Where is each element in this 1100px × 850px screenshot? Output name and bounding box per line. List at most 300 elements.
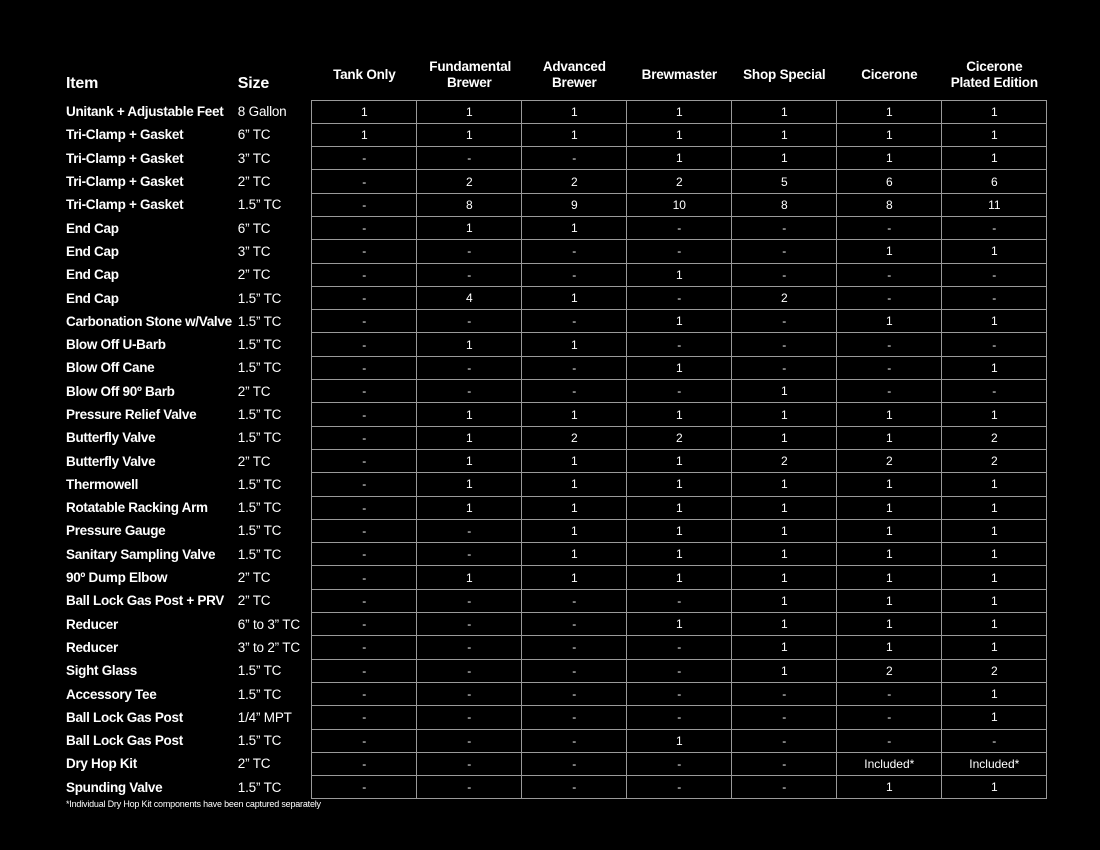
quantity-cell-advanced-brewer: 1 [522,333,627,356]
header-item: Item [66,75,99,92]
quantity-cell-advanced-brewer: 2 [522,426,627,449]
item-name-cell: Butterfly Valve [66,430,156,446]
item-name-cell: Pressure Gauge [66,523,166,539]
quantity-cell-fundamental-brewer: - [417,356,522,379]
quantity-cell-cicerone: 1 [837,613,942,636]
quantity-cell-brewmaster: 1 [627,403,732,426]
quantity-cell-shop-special: 1 [732,100,837,123]
item-size-cell: 6” TC [237,127,271,143]
table-row [60,123,1047,146]
quantity-cell-cicerone: 1 [837,496,942,519]
quantity-cell-fundamental-brewer: - [417,613,522,636]
header-cicerone-plated-edition-label: Cicerone Plated Edition [950,58,1038,90]
quantity-cell-cicerone: - [837,706,942,729]
quantity-cell-brewmaster: 1 [627,100,732,123]
quantity-cell-fundamental-brewer: 1 [417,496,522,519]
item-size-cell: 1.5” TC [237,290,282,306]
item-name-cell: Tri-Clamp + Gasket [66,150,184,166]
header-cicerone: Cicerone [861,66,918,82]
item-name-cell: Carbonation Stone w/Valve [66,313,232,329]
item-name-cell: Accessory Tee [66,686,157,702]
table-row [60,729,1047,752]
item-size-cell: 2” TC [237,383,271,399]
quantity-cell-cicerone: 1 [837,123,942,146]
item-name-cell: 90º Dump Elbow [66,570,168,586]
item-name-cell: Ball Lock Gas Post [66,709,183,725]
item-size-cell: 1.5” TC [237,733,282,749]
quantity-cell-brewmaster: 1 [627,496,732,519]
quantity-cell-cicerone-plated-edition: 1 [942,496,1047,519]
quantity-cell-brewmaster: 10 [627,193,732,216]
quantity-cell-cicerone-plated-edition: 1 [942,519,1047,542]
quantity-cell-advanced-brewer: 9 [522,193,627,216]
quantity-cell-cicerone-plated-edition: 2 [942,426,1047,449]
item-size-cell: 1.5” TC [237,546,282,562]
quantity-cell-cicerone: 1 [837,147,942,170]
quantity-cell-fundamental-brewer: - [417,659,522,682]
item-name-cell: End Cap [66,243,119,259]
quantity-cell-fundamental-brewer: - [417,380,522,403]
quantity-cell-brewmaster: 1 [627,263,732,286]
quantity-cell-advanced-brewer: - [522,729,627,752]
quantity-cell-tank-only: - [312,776,417,799]
quantity-cell-tank-only: - [312,752,417,775]
quantity-cell-cicerone-plated-edition: 1 [942,100,1047,123]
quantity-cell-brewmaster: 1 [627,123,732,146]
quantity-cell-shop-special: - [732,216,837,239]
quantity-cell-shop-special: - [732,776,837,799]
quantity-cell-brewmaster: 1 [627,543,732,566]
item-size-cell: 1.5” TC [237,407,282,422]
quantity-cell-cicerone: - [837,380,942,403]
quantity-cell-shop-special: 1 [732,636,837,659]
quantity-cell-tank-only: - [312,310,417,333]
quantity-cell-cicerone: 1 [837,310,942,333]
quantity-cell-cicerone-plated-edition: - [942,333,1047,356]
quantity-cell-fundamental-brewer: - [417,263,522,286]
item-name-cell: Pressure Relief Valve [66,407,197,422]
quantity-cell-shop-special: - [732,263,837,286]
table-row [60,170,1047,193]
quantity-cell-shop-special: 1 [732,613,837,636]
quantity-cell-advanced-brewer: 1 [522,566,627,589]
quantity-cell-shop-special: - [732,333,837,356]
item-name-cell: Thermowell [66,476,139,492]
quantity-cell-advanced-brewer: - [522,380,627,403]
quantity-cell-tank-only: - [312,426,417,449]
quantity-cell-brewmaster: - [627,333,732,356]
quantity-cell-fundamental-brewer: 1 [417,123,522,146]
item-size-cell: 2” TC [237,756,271,772]
item-size-cell: 3” TC [237,150,271,166]
quantity-cell-cicerone-plated-edition: 1 [942,123,1047,146]
quantity-cell-cicerone-plated-edition: 1 [942,403,1047,426]
header-row [60,50,1047,100]
quantity-cell-fundamental-brewer: - [417,752,522,775]
quantity-cell-fundamental-brewer: 1 [417,216,522,239]
item-size-cell: 1.5” TC [237,500,282,516]
quantity-cell-tank-only: - [312,682,417,705]
quantity-cell-advanced-brewer: 1 [522,519,627,542]
quantity-cell-cicerone-plated-edition: - [942,286,1047,309]
quantity-cell-shop-special: 1 [732,659,837,682]
quantity-cell-fundamental-brewer: - [417,729,522,752]
quantity-cell-cicerone-plated-edition: 2 [942,659,1047,682]
item-size-cell: 2” TC [237,593,271,609]
quantity-cell-cicerone: 2 [837,449,942,472]
item-size-cell: 1.5” TC [237,197,282,213]
quantity-cell-advanced-brewer: 1 [522,286,627,309]
quantity-cell-brewmaster: - [627,589,732,612]
quantity-cell-cicerone: 2 [837,659,942,682]
table-row [60,333,1047,356]
quantity-cell-cicerone-plated-edition: 1 [942,636,1047,659]
item-name-cell: Sanitary Sampling Valve [66,546,216,562]
item-name-cell: Reducer [66,639,118,655]
quantity-cell-shop-special: 1 [732,123,837,146]
item-size-cell: 1.5” TC [237,686,282,702]
item-name-cell: Unitank + Adjustable Feet [66,104,224,120]
quantity-cell-brewmaster: 1 [627,147,732,170]
quantity-cell-shop-special: 1 [732,589,837,612]
quantity-cell-tank-only: - [312,403,417,426]
item-size-cell: 1.5” TC [237,476,282,492]
table-row [60,286,1047,309]
header-tank-only: Tank Only [333,66,396,82]
item-size-cell: 1.5” TC [237,337,282,353]
quantity-cell-fundamental-brewer: 1 [417,333,522,356]
quantity-cell-fundamental-brewer: - [417,776,522,799]
table-row [60,589,1047,612]
quantity-cell-brewmaster: 1 [627,566,732,589]
quantity-cell-cicerone-plated-edition: 1 [942,543,1047,566]
header-advanced-brewer [522,50,627,100]
table-row [60,473,1047,496]
item-name-cell: Reducer [66,616,118,632]
quantity-cell-advanced-brewer: 2 [522,170,627,193]
quantity-cell-cicerone-plated-edition: 11 [942,193,1047,216]
quantity-cell-shop-special: 1 [732,496,837,519]
table-row [60,147,1047,170]
item-name-cell: End Cap [66,290,119,306]
quantity-cell-fundamental-brewer: - [417,543,522,566]
package-comparison-table [60,50,1047,799]
quantity-cell-cicerone-plated-edition: 1 [942,566,1047,589]
quantity-cell-cicerone-plated-edition: 1 [942,473,1047,496]
quantity-cell-cicerone-plated-edition: 1 [942,682,1047,705]
item-size-cell: 1/4” MPT [237,709,292,725]
quantity-cell-brewmaster: - [627,286,732,309]
item-name-cell: Blow Off Cane [66,360,155,376]
header-shop-special: Shop Special [743,66,826,82]
item-size-cell: 2” TC [237,570,271,586]
quantity-cell-tank-only: - [312,216,417,239]
table-row [60,636,1047,659]
quantity-cell-fundamental-brewer: 2 [417,170,522,193]
item-name-cell: Dry Hop Kit [66,756,137,772]
table-row [60,263,1047,286]
item-name-cell: End Cap [66,267,119,283]
item-name-cell: Tri-Clamp + Gasket [66,127,184,143]
quantity-cell-advanced-brewer: 1 [522,543,627,566]
item-name-cell: Ball Lock Gas Post + PRV [66,593,224,609]
quantity-cell-advanced-brewer: - [522,776,627,799]
table-row [60,216,1047,239]
quantity-cell-fundamental-brewer: - [417,589,522,612]
quantity-cell-shop-special: 1 [732,543,837,566]
quantity-cell-fundamental-brewer: 1 [417,473,522,496]
quantity-cell-brewmaster: 1 [627,310,732,333]
item-size-cell: 1.5” TC [237,523,282,539]
item-size-cell: 1.5” TC [237,313,282,329]
item-name-cell: Blow Off 90º Barb [66,383,175,399]
footnote: *Individual Dry Hop Kit components have been captured separately [66,799,321,809]
quantity-cell-cicerone: 1 [837,473,942,496]
table-row [60,706,1047,729]
quantity-cell-cicerone-plated-edition: 1 [942,706,1047,729]
quantity-cell-cicerone-plated-edition: 1 [942,310,1047,333]
quantity-cell-cicerone-plated-edition: 2 [942,449,1047,472]
quantity-cell-tank-only: - [312,333,417,356]
quantity-cell-shop-special: 1 [732,566,837,589]
quantity-cell-shop-special: 2 [732,286,837,309]
table-row [60,403,1047,426]
quantity-cell-advanced-brewer: - [522,636,627,659]
quantity-cell-brewmaster: 1 [627,729,732,752]
item-name-cell: Ball Lock Gas Post [66,733,183,749]
quantity-cell-brewmaster: 1 [627,519,732,542]
table-row [60,356,1047,379]
table-row [60,380,1047,403]
quantity-cell-advanced-brewer: 1 [522,123,627,146]
item-size-cell: 1.5” TC [237,360,282,376]
quantity-cell-advanced-brewer: - [522,310,627,333]
table-row [60,752,1047,775]
quantity-cell-fundamental-brewer: - [417,147,522,170]
table-row [60,566,1047,589]
quantity-cell-cicerone: - [837,729,942,752]
quantity-cell-cicerone: 1 [837,636,942,659]
quantity-cell-tank-only: - [312,240,417,263]
quantity-cell-brewmaster: - [627,682,732,705]
table-row [60,519,1047,542]
quantity-cell-shop-special: 1 [732,473,837,496]
quantity-cell-brewmaster: - [627,216,732,239]
quantity-cell-fundamental-brewer: - [417,519,522,542]
quantity-cell-advanced-brewer: 1 [522,216,627,239]
quantity-cell-cicerone: - [837,682,942,705]
quantity-cell-cicerone: 1 [837,426,942,449]
quantity-cell-shop-special: 8 [732,193,837,216]
quantity-cell-shop-special: 1 [732,519,837,542]
quantity-cell-fundamental-brewer: 1 [417,426,522,449]
quantity-cell-advanced-brewer: - [522,706,627,729]
quantity-cell-brewmaster: 1 [627,613,732,636]
quantity-cell-cicerone: 8 [837,193,942,216]
quantity-cell-tank-only: - [312,496,417,519]
quantity-cell-fundamental-brewer: 8 [417,193,522,216]
item-size-cell: 2” TC [237,453,271,469]
item-size-cell: 2” TC [237,267,271,283]
quantity-cell-fundamental-brewer: 1 [417,449,522,472]
quantity-cell-tank-only: - [312,519,417,542]
quantity-cell-shop-special: 2 [732,449,837,472]
quantity-cell-tank-only: - [312,729,417,752]
quantity-cell-tank-only: - [312,193,417,216]
quantity-cell-advanced-brewer: - [522,589,627,612]
quantity-cell-tank-only: - [312,473,417,496]
quantity-cell-advanced-brewer: - [522,752,627,775]
table-row [60,449,1047,472]
quantity-cell-shop-special: - [732,729,837,752]
item-name-cell: Tri-Clamp + Gasket [66,197,184,213]
quantity-cell-tank-only: - [312,706,417,729]
quantity-cell-cicerone: 1 [837,403,942,426]
item-size-cell: 1.5” TC [237,663,282,679]
item-size-cell: 3” to 2” TC [237,639,300,655]
quantity-cell-cicerone: 1 [837,543,942,566]
quantity-cell-brewmaster: - [627,752,732,775]
quantity-cell-cicerone: Included* [837,752,942,775]
quantity-cell-cicerone: - [837,356,942,379]
quantity-cell-cicerone-plated-edition: 6 [942,170,1047,193]
header-fundamental-brewer [417,50,522,100]
table-row [60,776,1047,799]
quantity-cell-shop-special: - [732,240,837,263]
quantity-cell-cicerone-plated-edition: 1 [942,613,1047,636]
item-size-cell: 3” TC [237,243,271,259]
table-row [60,543,1047,566]
quantity-cell-cicerone: 1 [837,519,942,542]
quantity-cell-tank-only: 1 [312,100,417,123]
quantity-cell-advanced-brewer: 1 [522,473,627,496]
quantity-cell-shop-special: 1 [732,380,837,403]
quantity-cell-shop-special: - [732,752,837,775]
quantity-cell-shop-special: 1 [732,147,837,170]
quantity-cell-brewmaster: - [627,706,732,729]
quantity-cell-cicerone: 1 [837,589,942,612]
item-name-cell: Blow Off U-Barb [66,337,166,353]
quantity-cell-shop-special: 5 [732,170,837,193]
quantity-cell-tank-only: 1 [312,123,417,146]
quantity-cell-tank-only: - [312,449,417,472]
quantity-cell-advanced-brewer: 1 [522,449,627,472]
quantity-cell-brewmaster: 2 [627,170,732,193]
quantity-cell-advanced-brewer: 1 [522,403,627,426]
quantity-cell-fundamental-brewer: - [417,706,522,729]
quantity-cell-advanced-brewer: - [522,240,627,263]
item-size-cell: 1.5” TC [237,779,282,795]
quantity-cell-tank-only: - [312,589,417,612]
quantity-cell-cicerone: 1 [837,776,942,799]
item-size-cell: 2” TC [237,174,271,190]
quantity-cell-cicerone: - [837,216,942,239]
package-comparison-sheet [60,50,1047,799]
quantity-cell-brewmaster: - [627,240,732,263]
quantity-cell-advanced-brewer: - [522,356,627,379]
quantity-cell-cicerone-plated-edition: - [942,263,1047,286]
quantity-cell-cicerone: 1 [837,100,942,123]
quantity-cell-cicerone-plated-edition: 1 [942,240,1047,263]
table-row [60,682,1047,705]
quantity-cell-fundamental-brewer: 1 [417,100,522,123]
quantity-cell-fundamental-brewer: - [417,636,522,659]
quantity-cell-cicerone-plated-edition: 1 [942,776,1047,799]
quantity-cell-brewmaster: - [627,659,732,682]
quantity-cell-fundamental-brewer: 1 [417,403,522,426]
item-name-cell: Rotatable Racking Arm [66,500,208,516]
table-body [60,100,1047,799]
item-size-cell: 8 Gallon [237,104,287,120]
table-row [60,310,1047,333]
quantity-cell-advanced-brewer: - [522,682,627,705]
quantity-cell-fundamental-brewer: - [417,682,522,705]
quantity-cell-cicerone-plated-edition: 1 [942,356,1047,379]
quantity-cell-brewmaster: - [627,636,732,659]
header-fundamental-brewer-label: Fundamental Brewer [429,58,512,90]
item-name-cell: Butterfly Valve [66,453,156,469]
header-size: Size [237,75,270,92]
quantity-cell-tank-only: - [312,380,417,403]
item-size-cell: 6” to 3” TC [237,616,300,632]
quantity-cell-shop-special: 1 [732,403,837,426]
item-name-cell: Tri-Clamp + Gasket [66,174,184,190]
quantity-cell-cicerone-plated-edition: 1 [942,589,1047,612]
quantity-cell-tank-only: - [312,659,417,682]
quantity-cell-tank-only: - [312,356,417,379]
item-size-cell: 1.5” TC [237,430,282,446]
quantity-cell-cicerone-plated-edition: 1 [942,147,1047,170]
quantity-cell-advanced-brewer: - [522,147,627,170]
quantity-cell-fundamental-brewer: 1 [417,566,522,589]
quantity-cell-cicerone: - [837,263,942,286]
quantity-cell-brewmaster: 1 [627,356,732,379]
item-size-cell: 6” TC [237,220,271,236]
quantity-cell-shop-special: 1 [732,426,837,449]
quantity-cell-tank-only: - [312,613,417,636]
quantity-cell-tank-only: - [312,566,417,589]
table-row [60,659,1047,682]
table-row [60,193,1047,216]
quantity-cell-cicerone: - [837,333,942,356]
quantity-cell-cicerone-plated-edition: - [942,729,1047,752]
quantity-cell-fundamental-brewer: - [417,240,522,263]
quantity-cell-advanced-brewer: - [522,659,627,682]
table-row [60,613,1047,636]
header-advanced-brewer-label: Advanced Brewer [542,58,606,90]
quantity-cell-advanced-brewer: - [522,263,627,286]
quantity-cell-cicerone-plated-edition: - [942,380,1047,403]
quantity-cell-shop-special: - [732,706,837,729]
quantity-cell-tank-only: - [312,170,417,193]
table-row [60,240,1047,263]
quantity-cell-advanced-brewer: 1 [522,100,627,123]
table-row [60,426,1047,449]
quantity-cell-cicerone: 1 [837,566,942,589]
header-cicerone-plated-edition [942,50,1047,100]
quantity-cell-advanced-brewer: 1 [522,496,627,519]
quantity-cell-brewmaster: 1 [627,449,732,472]
header-brewmaster: Brewmaster [641,66,717,82]
quantity-cell-cicerone-plated-edition: - [942,216,1047,239]
quantity-cell-fundamental-brewer: 4 [417,286,522,309]
quantity-cell-tank-only: - [312,147,417,170]
quantity-cell-brewmaster: 1 [627,473,732,496]
item-name-cell: Spunding Valve [66,779,163,795]
quantity-cell-brewmaster: 2 [627,426,732,449]
quantity-cell-tank-only: - [312,286,417,309]
quantity-cell-fundamental-brewer: - [417,310,522,333]
